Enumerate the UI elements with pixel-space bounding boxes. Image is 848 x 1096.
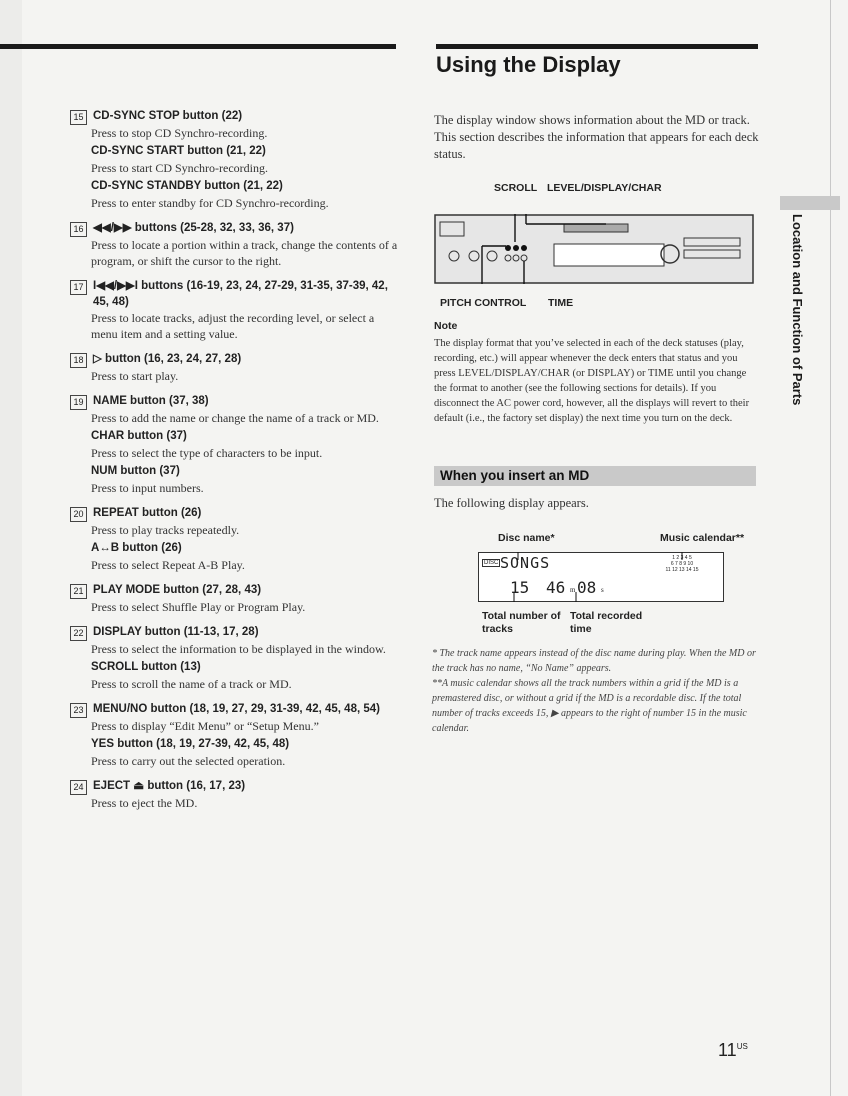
disc-name-label: Disc name* xyxy=(498,532,555,544)
button-title: I◀◀/▶▶I buttons (16-19, 23, 24, 27-29, 31-35, 37-39, 42, 45, 48) xyxy=(93,280,388,308)
side-tab-marker xyxy=(780,196,840,210)
deck-front-panel xyxy=(434,214,754,284)
entry xyxy=(70,624,400,692)
button-description: Press to locate a portion within a track, change the contents of a program, or shift the cursor to the right. xyxy=(91,238,398,268)
button-description: Press to select the information to be displayed in the window. xyxy=(91,642,386,656)
minutes-unit: m xyxy=(570,586,576,594)
entry-number: 18 xyxy=(70,353,87,368)
button-title: EJECT ⏏ button (16, 17, 23) xyxy=(93,780,246,792)
button-description: Press to display “Edit Menu” or “Setup Menu.” xyxy=(91,719,319,733)
sub-button-description: Press to input numbers. xyxy=(91,481,204,495)
button-description: Press to select Shuffle Play or Program Play. xyxy=(91,600,306,614)
time-label: TIME xyxy=(548,297,574,309)
entry-number: 23 xyxy=(70,703,87,718)
music-calendar-label: Music calendar** xyxy=(660,532,745,544)
button-description: Press to start play. xyxy=(91,369,179,383)
lcd-display xyxy=(478,552,724,602)
scroll-label: SCROLL xyxy=(494,182,538,194)
entry-number: 22 xyxy=(70,626,87,641)
entry-head xyxy=(70,505,400,522)
note-text: The display format that you’ve selected in each of the deck statuses (play, recording, etc.) will appear whenever the deck enters that status and you press LEVEL/DISPLAY/CHAR (or DISPLAY) or TIME until you change the format to another (see the following sections for details). If you disconnect the AC power cord, however, all the displays will revert to their default (i.e., the factory set display) the next time you turn on the deck. xyxy=(434,338,750,424)
button-title: ◀◀/▶▶ buttons (25-28, 32, 33, 36, 37) xyxy=(93,222,294,234)
entry-head xyxy=(70,108,400,125)
entry-head xyxy=(70,278,400,310)
entry-number: 19 xyxy=(70,395,87,410)
entry xyxy=(70,351,400,384)
section-text: The following display appears. xyxy=(434,496,589,510)
top-rule-right xyxy=(436,44,758,49)
button-title: PLAY MODE button (27, 28, 43) xyxy=(93,584,262,596)
disc-badge: DISC xyxy=(484,560,499,566)
track-count: 15 xyxy=(510,578,530,597)
total-tracks-label: Total number of tracks xyxy=(482,610,561,635)
note-title: Note xyxy=(434,320,458,332)
page-edge xyxy=(0,0,22,1096)
button-descriptions xyxy=(70,108,400,820)
button-description: Press to add the name or change the name of a track or MD. xyxy=(91,411,379,425)
button-title: CD-SYNC STOP button (22) xyxy=(93,110,243,122)
entry-number: 16 xyxy=(70,222,87,237)
entry-head xyxy=(70,701,400,718)
entry xyxy=(70,701,400,769)
top-rule-left xyxy=(0,44,396,49)
entry-head xyxy=(70,624,400,641)
entry-number: 17 xyxy=(70,280,87,295)
entry xyxy=(70,582,400,615)
sub-button-description: Press to select the type of characters to be input. xyxy=(91,446,323,460)
entry-head xyxy=(70,582,400,599)
sub-button-description: Press to scroll the name of a track or MD. xyxy=(91,677,292,691)
intro-paragraph: The display window shows information about the MD or track. This section describes the information that appears for each deck status. xyxy=(434,113,759,161)
sub-button-title: CD-SYNC STANDBY button (21, 22) xyxy=(91,180,283,192)
button-title: DISPLAY button (11-13, 17, 28) xyxy=(93,626,259,638)
side-tab-label: Location and Function of Parts xyxy=(790,214,805,406)
sub-button-title: SCROLL button (13) xyxy=(91,661,201,673)
footnote-2: **A music calendar shows all the track numbers within a grid if the MD is a premastered disc, or without a grid if the MD is a recordable disc. If the total number of tracks exceeds 15, ▶ appears to the right of number 15 in the music calendar. xyxy=(432,678,747,734)
entry-head xyxy=(70,393,400,410)
entry-head xyxy=(70,351,400,368)
button-title: MENU/NO button (18, 19, 27, 29, 31-39, 42, 45, 48, 54) xyxy=(93,703,380,715)
sub-button-title: CHAR button (37) xyxy=(91,430,187,442)
sub-button-description: Press to carry out the selected operation. xyxy=(91,754,286,768)
entry xyxy=(70,505,400,573)
page-title: Using the Display xyxy=(436,52,621,77)
sub-button-title: NUM button (37) xyxy=(91,465,180,477)
seconds-unit: s xyxy=(601,586,604,594)
button-description: Press to play tracks repeatedly. xyxy=(91,523,240,537)
minutes-value: 46 xyxy=(546,578,566,597)
entry-number: 15 xyxy=(70,110,87,125)
sub-button-description: Press to select Repeat A-B Play. xyxy=(91,558,245,572)
footnote-1: * The track name appears instead of the disc name during play. When the MD or the track has no name, “No Name” appears. xyxy=(432,648,756,674)
sub-button-title: A↔B button (26) xyxy=(91,542,182,554)
disc-name-text: SONGS xyxy=(500,554,551,572)
entry-head xyxy=(70,778,400,795)
button-description: Press to locate tracks, adjust the recording level, or select a menu item and a setting value. xyxy=(91,311,375,341)
sub-button-title: YES button (18, 19, 27-39, 42, 45, 48) xyxy=(91,738,290,750)
button-title: REPEAT button (26) xyxy=(93,507,202,519)
music-calendar: 1 2 3 4 5 6 7 8 9 10 11 12 13 14 15 xyxy=(665,555,699,573)
entry-number: 20 xyxy=(70,507,87,522)
sub-button-title: CD-SYNC START button (21, 22) xyxy=(91,145,266,157)
page-number: $11^{US}$ xyxy=(718,1040,748,1060)
button-description: Press to stop CD Synchro-recording. xyxy=(91,126,268,140)
entry xyxy=(70,108,400,211)
entry-number: 24 xyxy=(70,780,87,795)
entry-head xyxy=(70,220,400,237)
entry xyxy=(70,220,400,269)
button-title: ▷ button (16, 23, 24, 27, 28) xyxy=(93,353,242,365)
entry xyxy=(70,393,400,496)
level-display-char-label: LEVEL/DISPLAY/CHAR xyxy=(547,182,662,194)
button-description: Press to eject the MD. xyxy=(91,796,198,810)
total-time-label: Total recorded time xyxy=(570,610,643,635)
entry xyxy=(70,778,400,811)
sub-button-description: Press to start CD Synchro-recording. xyxy=(91,161,268,175)
entry xyxy=(70,278,400,342)
sub-button-description: Press to enter standby for CD Synchro-recording. xyxy=(91,196,329,210)
section-heading: When you insert an MD xyxy=(434,466,756,486)
seconds-value: 08 xyxy=(577,578,597,597)
margin-line xyxy=(830,0,831,1096)
entry-number: 21 xyxy=(70,584,87,599)
button-title: NAME button (37, 38) xyxy=(93,395,209,407)
pitch-control-label: PITCH CONTROL xyxy=(440,297,527,309)
